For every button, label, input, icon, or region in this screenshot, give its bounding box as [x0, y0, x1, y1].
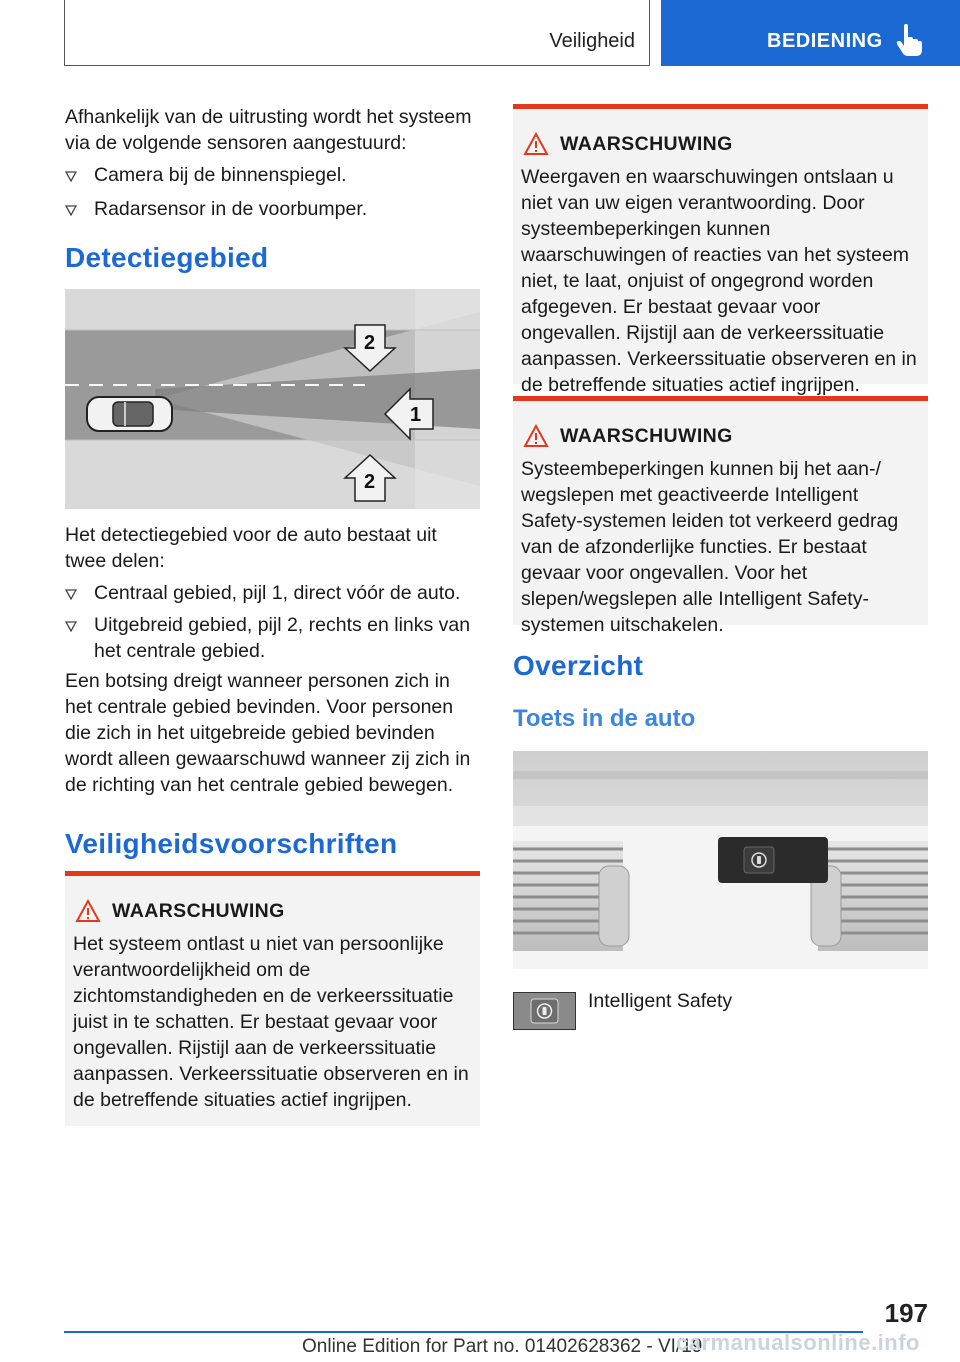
sensor-bullet: [65, 196, 480, 222]
warning-text: Systeembeperkingen kunnen bij het aan-/ wegslepen met geactiveerde Intelligent Safety-systemen leiden tot verkeerd gedrag van de afzonderlijke functies. Er bestaat gevaar voor ongevallen. Voor het slepen/wegslepen alle Intelligent Safety-systemen uitschakelen.: [521, 458, 899, 636]
detect-item: Centraal gebied, pijl 1, direct vóór de auto.: [94, 582, 461, 604]
button-label: Intelligent Safety: [588, 990, 733, 1012]
overview-heading: Overzicht: [513, 650, 644, 681]
intelligent-safety-icon[interactable]: [513, 992, 576, 1030]
sensor-item: Camera bij de binnenspiegel.: [94, 164, 347, 186]
watermark: carmanualsonline.info: [676, 1330, 920, 1355]
warning-triangle-icon: [523, 424, 549, 448]
sensor-item: Radarsensor in de voorbumper.: [94, 198, 368, 220]
warning-triangle-icon: [75, 899, 101, 923]
detect-paragraph: Het detectiegebied voor de auto bestaat uit twee delen:: [65, 524, 437, 572]
collision-paragraph: Een botsing dreigt wanneer personen zich in het centrale gebied bevinden. Voor personen die zich in het uitgebreide gebied bevinden wordt alleen gewaarschuwd wanneer zij zich in de richting van het centrale gebied bewegen.: [65, 670, 471, 796]
detect-bullet: [65, 580, 480, 606]
arrow-label-2-top: 2: [364, 332, 376, 354]
hand-pointer-icon: [895, 24, 923, 56]
dashboard-button-photo: [513, 751, 928, 969]
footer-edition: Online Edition for Part no. 01402628362 - VI/19: [302, 1336, 703, 1357]
warning-title: [73, 900, 472, 923]
button-heading: Toets in de auto: [513, 705, 696, 732]
page-number: 197: [884, 1298, 928, 1328]
bullet-triangle-icon: [65, 205, 77, 216]
warning-title-text: WAARSCHUWING: [560, 425, 733, 447]
header-chapter-tab[interactable]: [661, 0, 960, 66]
arrow-label-2-bottom: 2: [364, 471, 376, 493]
detect-heading: Detectiegebied: [65, 242, 269, 273]
header-section-title: Veiligheid: [549, 30, 635, 52]
warning-triangle-icon: [523, 132, 549, 156]
warning-title-text: WAARSCHUWING: [112, 900, 285, 922]
bullet-triangle-icon: [65, 171, 77, 182]
detect-bullet: [65, 612, 480, 664]
detection-area-diagram: [65, 289, 480, 509]
bullet-triangle-icon: [65, 589, 77, 600]
detect-item: Uitgebreid gebied, pijl 2, rechts en links van het centrale gebied.: [94, 614, 471, 662]
intro-paragraph: Afhankelijk van de uitrusting wordt het systeem via de volgende sensoren aangestuurd:: [65, 106, 472, 154]
warning-title: [521, 425, 920, 448]
car-icon: [87, 397, 172, 431]
warning-text: Het systeem ontlast u niet van persoonlijke verantwoordelijkheid om de zichtomstandigheden en de verkeerssituatie juist in te schatten. Er bestaat gevaar voor ongevallen. Rijstijl aan de verkeerssituatie aanpassen. Verkeerssituatie observeren en in de betreffende situaties actief ingrijpen.: [73, 933, 469, 1111]
warning-box-1: [65, 871, 480, 1126]
warning-box-3: [513, 396, 928, 636]
sensor-bullet: [65, 162, 480, 188]
safety-heading: Veiligheidsvoorschriften: [65, 828, 398, 859]
warning-title: [521, 133, 920, 156]
bullet-triangle-icon: [65, 621, 77, 632]
header-section-box: [64, 0, 650, 66]
warning-title-text: WAARSCHUWING: [560, 133, 733, 155]
warning-text: Weergaven en waarschuwingen ontslaan u niet van uw eigen verantwoording. Door systeembeperkingen kunnen waarschuwingen of reacties van het systeem niet, te laat, onjuist of ongegrond worden afgegeven. Er bestaat gevaar voor ongevallen. Rijstijl aan de verkeerssituatie aanpassen. Verkeerssituatie observeren en in de betreffende situaties actief ingrijpen.: [521, 166, 917, 396]
arrow-label-1: 1: [410, 404, 422, 426]
warning-box-2: [513, 104, 928, 396]
header-chapter-label: BEDIENING: [767, 30, 883, 52]
